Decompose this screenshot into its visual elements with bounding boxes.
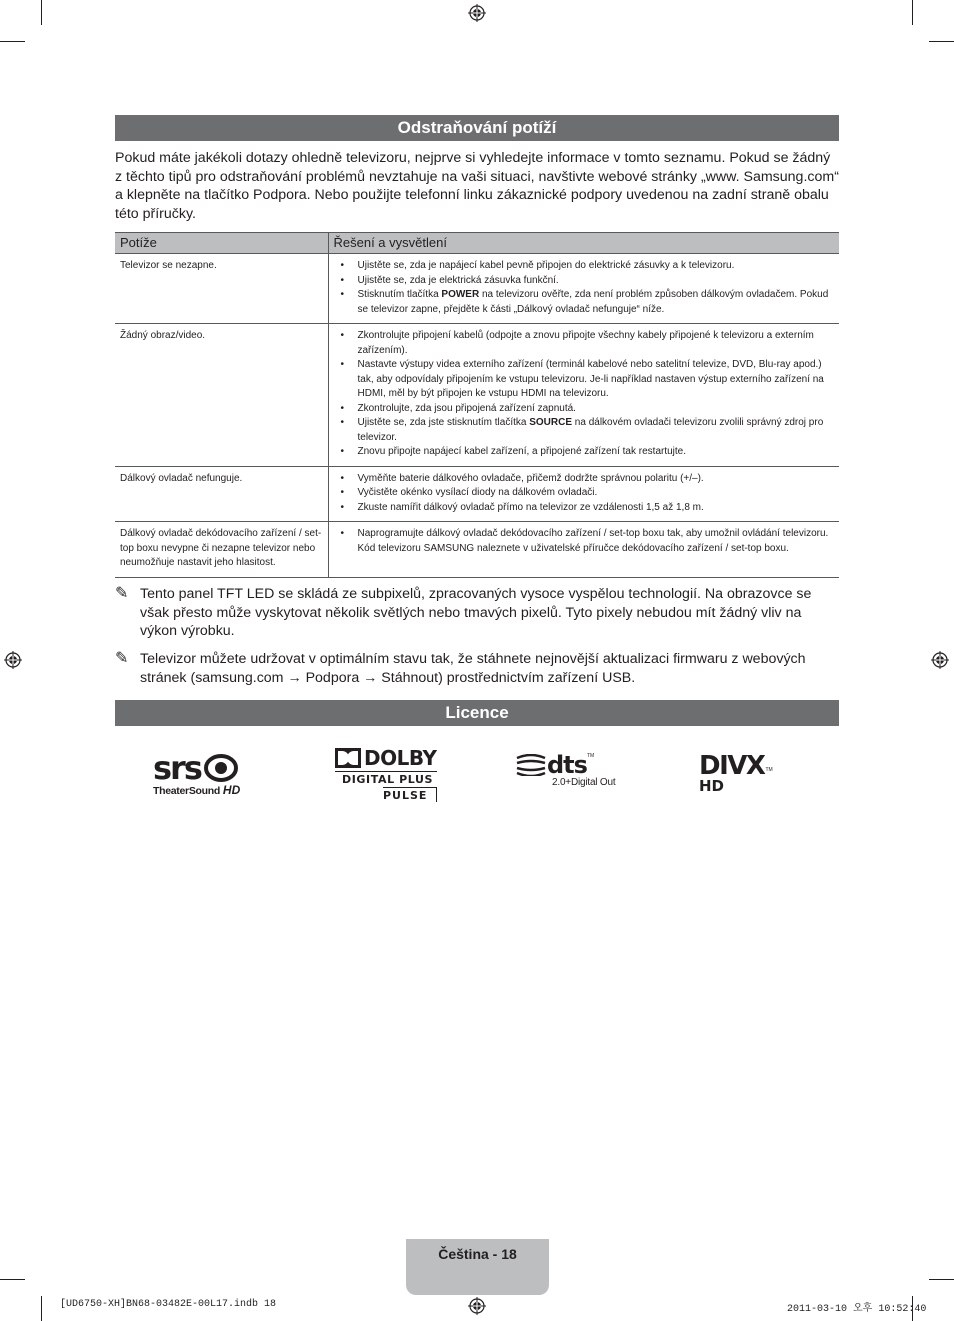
- note-text: Tento panel TFT LED se skládá ze subpixelů, zpracovaných vysoce vyspělou technologií. Na obrazovce se však přesto může vyskytovat několik světlých nebo tmavých pixelů. Tyto pixely nebudou mít žádný vliv na výkon výrobku.: [140, 586, 812, 640]
- note-text: Televizor můžete udržovat v optimálním stavu tak, že stáhnete nejnovější aktualizaci firmwaru z webových stránek (samsung.com → Podpora → Stáhnout) prostřednictvím zařízení USB.: [140, 651, 806, 686]
- divx-wordmark: DIVX: [699, 751, 765, 781]
- srs-hd: HD: [222, 783, 241, 797]
- print-slug-right: 2011-03-10 오후 10:52:40: [787, 1304, 927, 1315]
- registration-mark-icon: [468, 1297, 486, 1315]
- problem-cell: Dálkový ovladač nefunguje.: [115, 466, 328, 522]
- divx-logo: [699, 753, 799, 803]
- note-firmware: [115, 650, 839, 687]
- dolby-line1: DIGITAL PLUS: [335, 771, 437, 786]
- list-item: • Ujistěte se, zda je elektrická zásuvka funkční.: [341, 274, 835, 289]
- crop-mark: [41, 0, 42, 25]
- crop-mark: [41, 1296, 42, 1321]
- list-item: • Naprogramujte dálkový ovladač dekódovacího zařízení / set-top boxu tak, aby umožnil ovládání televizoru. Kód televizoru SAMSUNG naleznete v uživatelské příručce dekódovacího zařízení / set-top boxu.: [341, 527, 835, 556]
- table-header-row: [115, 233, 839, 254]
- pencil-note-icon: ✎: [115, 650, 129, 667]
- solution-cell: [328, 324, 839, 467]
- list-item: • Nastavte výstupy videa externího zařízení (terminál kabelové nebo satelitní televize, DVD, Blu-ray apod.) tak, aby odpovídaly připojením ke vstupu televizoru. Je-li například nastaven výstup externího zařízení na HDMI, měl by být připojen ke vstupu HDMI na televizoru.: [341, 358, 835, 402]
- table-row: [115, 324, 839, 467]
- section-heading-licence: [115, 700, 839, 726]
- intro-paragraph: Pokud máte jakékoli dotazy ohledně televizoru, nejprve si vyhledejte informace v tomto seznamu. Pokud se žádný z těchto tipů pro odstraňování problémů nevztahuje na vaši situaci, navštivte webové stránky „www. Samsung.com“ a klepněte na tlačítko Podpora. Nebo použijte telefonní linku zákaznické podpory uvedenou na zadní straně obalu této příručky.: [115, 150, 839, 222]
- solution-list: [341, 472, 835, 516]
- column-header-problem: Potíže: [115, 233, 328, 254]
- dolby-double-d-icon: [335, 748, 361, 768]
- crop-mark: [929, 1279, 954, 1280]
- licence-logos: [115, 745, 839, 805]
- section-heading-troubleshooting: [115, 115, 839, 141]
- srs-subtitle: TheaterSound: [153, 785, 220, 797]
- solution-cell: [328, 254, 839, 324]
- srs-logo: [153, 751, 258, 801]
- dts-trademark: TM: [586, 753, 595, 759]
- list-item: • Zkuste namířit dálkový ovladač přímo na televizor ze vzdálenosti 1,5 až 1,8 m.: [341, 501, 835, 516]
- page-label: Čeština - 18: [438, 1246, 517, 1262]
- problem-cell: Žádný obraz/video.: [115, 324, 328, 467]
- list-item: • Vyměňte baterie dálkového ovladače, přičemž dodržte správnou polaritu (+/–).: [341, 472, 835, 487]
- dolby-logo: [335, 747, 437, 803]
- srs-wordmark: srs: [153, 749, 201, 787]
- table-row: [115, 522, 839, 578]
- crop-mark: [0, 41, 25, 42]
- troubleshooting-table: [115, 232, 839, 578]
- divx-trademark: TM: [765, 767, 773, 773]
- registration-mark-icon: [468, 4, 486, 22]
- problem-cell: Televizor se nezapne.: [115, 254, 328, 324]
- list-item: • Ujistěte se, zda jste stisknutím tlačítka SOURCE na dálkovém ovladači televizoru zvolili správný zdroj pro televizor.: [341, 416, 835, 445]
- dts-logo: [515, 753, 625, 803]
- dolby-line2: PULSE: [383, 787, 437, 802]
- list-item: • Ujistěte se, zda je napájecí kabel pevně připojen do elektrické zásuvky a k televizoru.: [341, 259, 835, 274]
- table-row: [115, 466, 839, 522]
- table-row: [115, 254, 839, 324]
- solution-cell: [328, 522, 839, 578]
- page-number-tab: [406, 1239, 549, 1295]
- section-title: Licence: [445, 703, 509, 722]
- crop-mark: [0, 1279, 25, 1280]
- dts-wordmark: dts: [547, 751, 587, 779]
- dts-subtitle: 2.0+Digital Out: [552, 777, 616, 788]
- registration-mark-icon: [4, 651, 22, 669]
- registration-mark-icon: [931, 651, 949, 669]
- column-header-solution: Řešení a vysvětlení: [328, 233, 839, 254]
- solution-list: [341, 527, 835, 556]
- dolby-wordmark: DOLBY: [364, 746, 437, 770]
- pencil-note-icon: ✎: [115, 585, 129, 602]
- srs-circle-icon: [203, 752, 239, 784]
- problem-cell: Dálkový ovladač dekódovacího zařízení / set-top boxu nevypne či nezapne televizor nebo neumožňuje nastavit jeho hlasitost.: [115, 522, 328, 578]
- solution-cell: [328, 466, 839, 522]
- list-item: • Zkontrolujte, zda jsou připojená zařízení zapnutá.: [341, 402, 835, 417]
- crop-mark: [912, 0, 913, 25]
- solution-list: [341, 259, 835, 317]
- list-item: • Stisknutím tlačítka POWER na televizoru ověřte, zda není problém způsoben dálkovým ovladačem. Pokud se televizor zapne, přejděte k části „Dálkový ovladač nefunguje“ níže.: [341, 288, 835, 317]
- print-slug-left: [UD6750-XH]BN68-03482E-00L17.indb 18: [60, 1299, 277, 1310]
- solution-list: [341, 329, 835, 460]
- section-title: Odstraňování potíží: [397, 118, 557, 137]
- divx-hd: HD: [699, 777, 725, 795]
- crop-mark: [929, 41, 954, 42]
- list-item: • Vyčistěte okénko vysílací diody na dálkovém ovladači.: [341, 486, 835, 501]
- note-tft-panel: [115, 585, 839, 641]
- list-item: • Znovu připojte napájecí kabel zařízení, a připojené zařízení tak restartujte.: [341, 445, 835, 460]
- dts-sound-waves-icon: [515, 754, 547, 776]
- list-item: • Zkontrolujte připojení kabelů (odpojte a znovu připojte všechny kabely připojené k televizoru a externím zařízením).: [341, 329, 835, 358]
